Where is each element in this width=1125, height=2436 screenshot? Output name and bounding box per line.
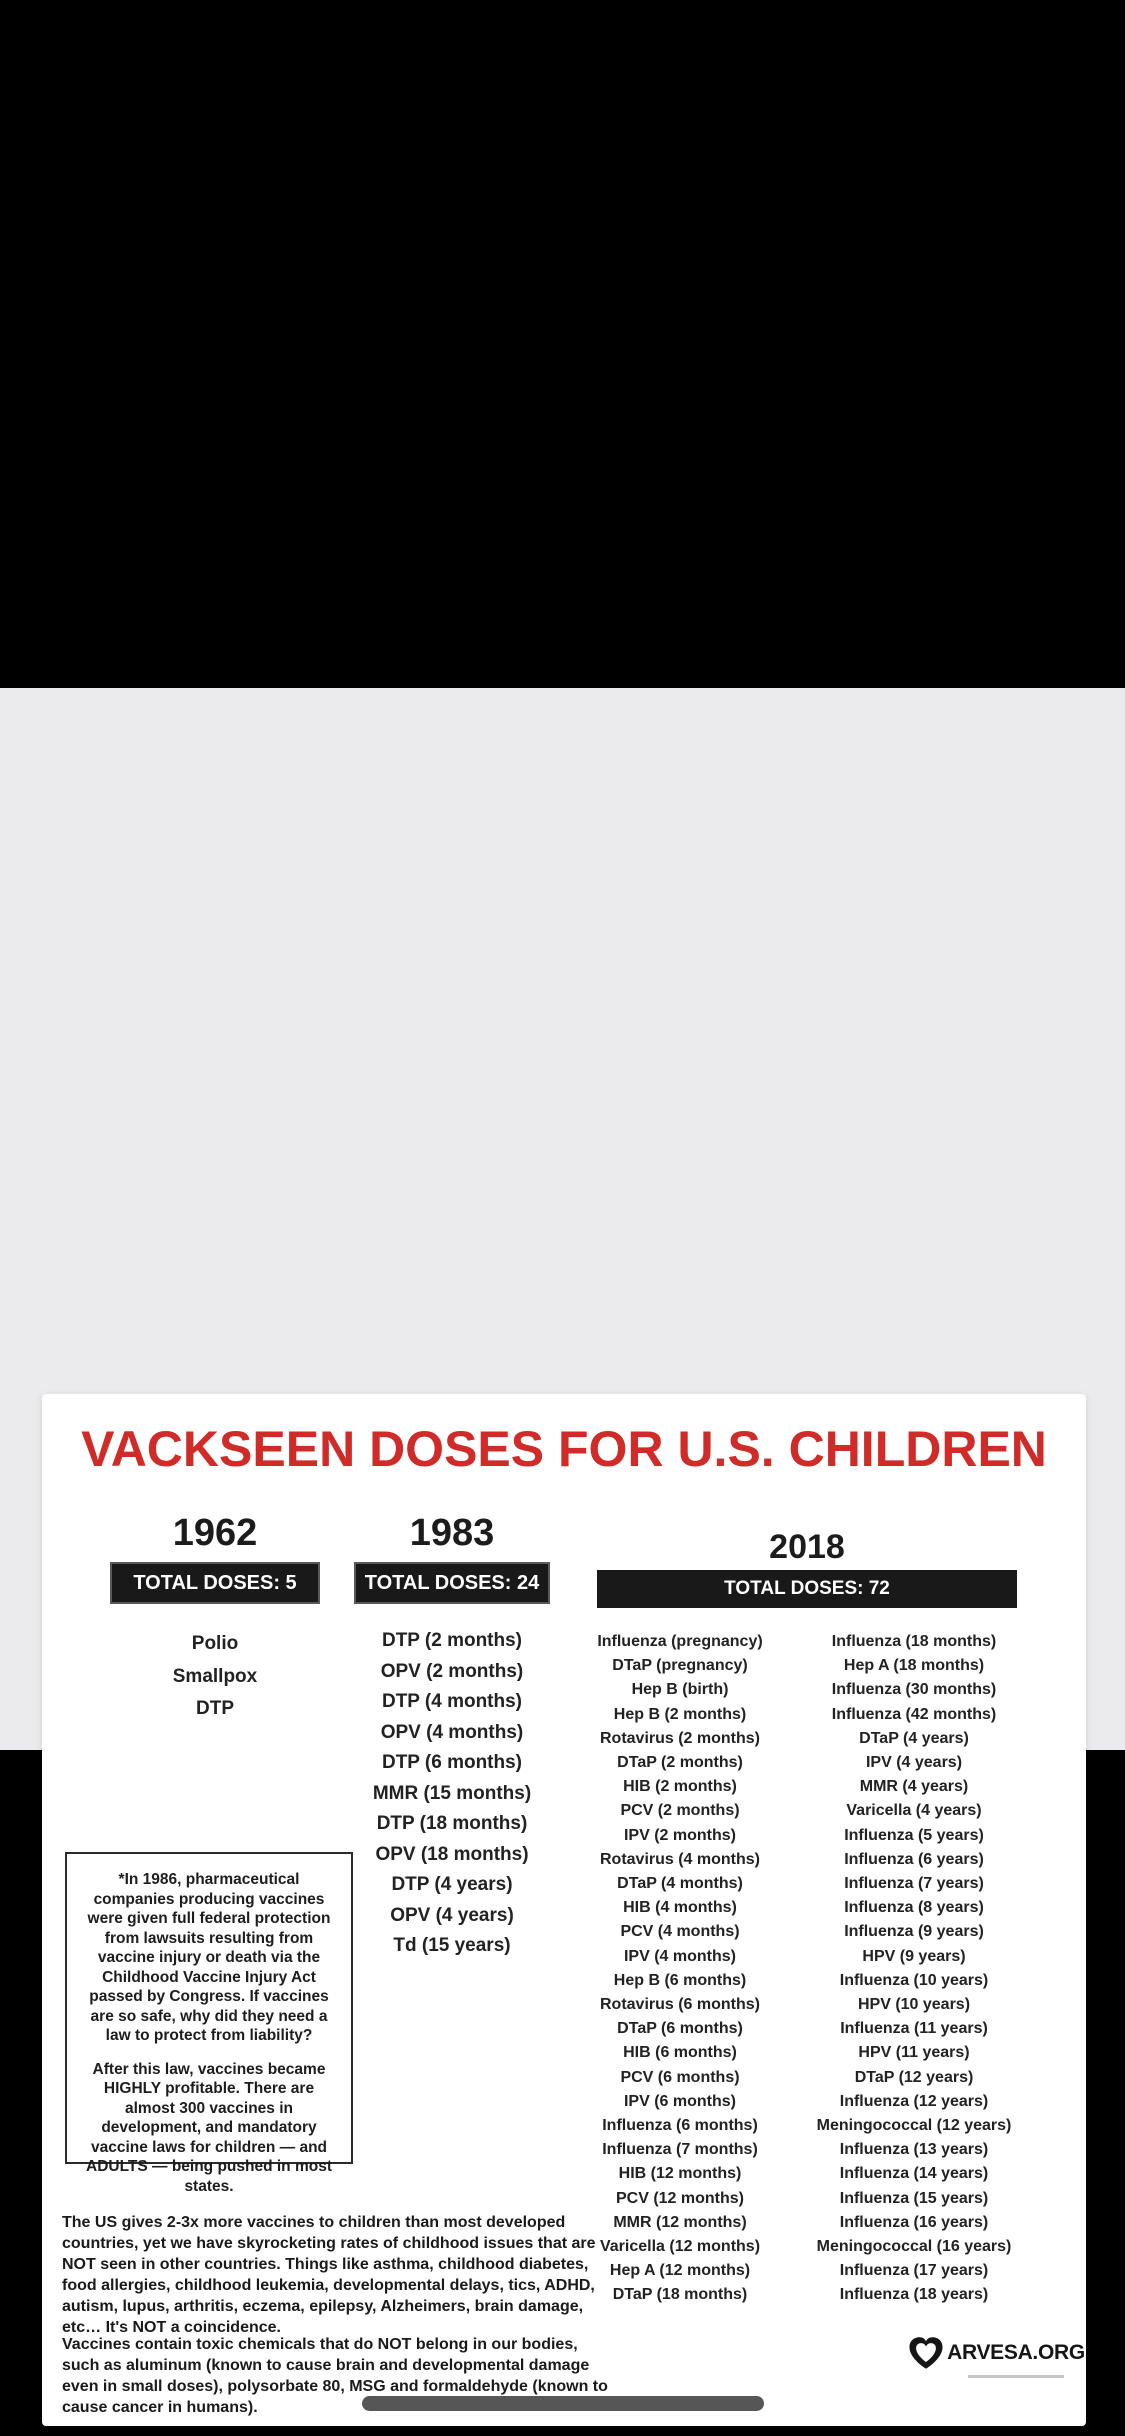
- list-item: IPV (6 months): [623, 2092, 736, 2110]
- list-item: DTP (4 months): [381, 1691, 523, 1712]
- list-item: OPV (4 years): [390, 1904, 514, 1926]
- photo-viewer-image: [0, 688, 1125, 2416]
- list-item: Influenza (18 months): [831, 1633, 997, 1650]
- infographic-card: [42, 1394, 1086, 2426]
- list-item: DTP (6 months): [381, 1752, 523, 1773]
- list-item: Hep B (birth): [631, 1681, 729, 1699]
- list-item: Influenza (pregnancy): [597, 1633, 763, 1650]
- list-item: Hep A (18 months): [843, 1657, 985, 1675]
- list-item: Influenza (18 years): [839, 2286, 989, 2304]
- heart-icon: [906, 2334, 946, 2372]
- list-item: Rotavirus (4 months): [599, 1850, 760, 1868]
- list-item: DTP: [196, 1698, 234, 1719]
- vaccine-list-2018-right: [809, 1630, 1019, 2308]
- footer-paragraph-1: The US gives 2-3x more vaccines to children than most developed countries, yet we have skyrocketing rates of childhood issues that are NOT seen in other countries. Things like asthma, childhood diabetes, food allergies, childhood leukemia, developmental delays, tics, ADHD, autism, lupus, arthritis, eczema, epilepsy, Alzheimers, brain damage, etc… It's NOT a coincidence.: [62, 2214, 596, 2336]
- list-item: HIB (4 months): [623, 1899, 737, 1917]
- list-item: OPV (4 months): [380, 1721, 524, 1743]
- total-doses-2018: TOTAL DOSES: 72: [597, 1570, 1017, 1608]
- infographic-title: VACKSEEN DOSES FOR U.S. CHILDREN: [81, 1421, 1047, 1477]
- list-item: Influenza (10 years): [839, 1971, 989, 1989]
- list-item: HPV (9 years): [862, 1947, 966, 1965]
- list-item: HIB (6 months): [623, 2044, 737, 2062]
- list-item: Influenza (7 years): [844, 1875, 984, 1893]
- list-item: OPV (2 months): [380, 1660, 524, 1682]
- liability-info-box: [65, 1852, 353, 2195]
- list-item: MMR (15 months): [372, 1782, 532, 1804]
- list-item: Influenza (11 years): [840, 2020, 988, 2038]
- list-item: DTaP (4 years): [859, 1729, 969, 1747]
- info-box-paragraph-1: *In 1986, pharmaceutical companies producing vaccines were given full federal protection from lawsuits resulting from vaccine injury or death via the Childhood Vaccine Injury Act passed by Congress. If vaccines are so safe, why did they need a law to protect from liability?: [87, 1871, 331, 2044]
- list-item: HIB (12 months): [618, 2165, 742, 2183]
- list-item: DTP (18 months): [376, 1813, 528, 1834]
- list-item: Varicella (4 years): [846, 1802, 982, 1820]
- list-item: Influenza (9 years): [844, 1923, 984, 1941]
- list-item: Rotavirus (6 months): [599, 1996, 760, 2014]
- list-item: Influenza (13 years): [839, 2141, 989, 2159]
- vaccine-list-2018-left: [575, 1630, 785, 2308]
- list-item: Hep A (12 months): [609, 2262, 751, 2280]
- list-item: IPV (4 months): [623, 1947, 736, 1965]
- list-item: Influenza (14 years): [839, 2165, 989, 2183]
- list-item: PCV (4 months): [620, 1923, 740, 1941]
- footer-paragraph-2: Vaccines contain toxic chemicals that do NOT belong in our bodies, such as aluminum (known to cause brain and developmental damage even in small doses), polysorbate 80, MSG and formaldehyde (known to cause cancer in humans).: [62, 2336, 608, 2416]
- list-item: Influenza (12 years): [839, 2092, 989, 2110]
- total-doses-1962: TOTAL DOSES: 5: [110, 1562, 320, 1604]
- list-item: Polio: [191, 1633, 239, 1654]
- list-item: DTaP (6 months): [617, 2020, 743, 2038]
- list-item: MMR (4 years): [859, 1778, 969, 1796]
- home-indicator[interactable]: [362, 2396, 764, 2411]
- list-item: Influenza (42 months): [831, 1705, 997, 1723]
- list-item: Smallpox: [172, 1665, 258, 1687]
- arvesa-logo: [898, 2334, 1093, 2378]
- list-item: Hep B (6 months): [613, 1971, 747, 1989]
- vaccine-list-1962: [110, 1628, 320, 1726]
- list-item: Influenza (15 years): [839, 2189, 989, 2207]
- list-item: Td (15 years): [393, 1935, 511, 1956]
- list-item: Influenza (6 years): [844, 1850, 984, 1868]
- list-item: Influenza (16 years): [839, 2213, 989, 2231]
- column-year-2018: 2018: [769, 1528, 845, 1566]
- list-item: DTaP (4 months): [617, 1875, 743, 1893]
- list-item: DTP (2 months): [381, 1630, 523, 1651]
- list-item: Influenza (5 years): [844, 1826, 984, 1844]
- list-item: PCV (2 months): [620, 1802, 740, 1820]
- list-item: Influenza (6 months): [602, 2117, 758, 2135]
- list-item: MMR (12 months): [613, 2213, 747, 2231]
- list-item: Meningococcal (12 years): [816, 2117, 1012, 2135]
- list-item: DTP (4 years): [391, 1874, 513, 1895]
- list-item: HPV (10 years): [857, 1996, 971, 2014]
- list-item: Influenza (17 years): [839, 2262, 989, 2280]
- total-doses-1983: TOTAL DOSES: 24: [354, 1562, 550, 1604]
- list-item: Meningococcal (16 years): [816, 2238, 1012, 2256]
- column-year-1983: 1983: [409, 1512, 495, 1554]
- column-year-1962: 1962: [172, 1512, 258, 1554]
- list-item: DTaP (12 years): [854, 2068, 974, 2086]
- list-item: HIB (2 months): [623, 1778, 737, 1796]
- list-item: IPV (4 years): [865, 1754, 963, 1772]
- list-item: Rotavirus (2 months): [599, 1729, 760, 1747]
- list-item: OPV (18 months): [375, 1843, 529, 1865]
- vaccine-list-1983: [344, 1626, 560, 1962]
- list-item: PCV (12 months): [615, 2189, 744, 2207]
- list-item: DTaP (pregnancy): [612, 1657, 748, 1675]
- list-item: PCV (6 months): [620, 2068, 740, 2086]
- list-item: Hep B (2 months): [613, 1705, 747, 1723]
- list-item: DTaP (2 months): [617, 1754, 743, 1772]
- list-item: Varicella (12 months): [599, 2238, 761, 2256]
- list-item: Influenza (30 months): [831, 1681, 997, 1699]
- logo-tagline: [968, 2375, 1064, 2378]
- list-item: HPV (11 years): [858, 2044, 970, 2062]
- info-box-paragraph-2: After this law, vaccines became HIGHLY profitable. There are almost 300 vaccines in development, and mandatory vaccine laws for children — and ADULTS — being pushed in most states.: [86, 2060, 332, 2195]
- logo-text: ARVESA.ORG: [947, 2341, 1085, 2364]
- list-item: IPV (2 months): [623, 1826, 736, 1844]
- list-item: Influenza (7 months): [602, 2141, 758, 2159]
- list-item: DTaP (18 months): [612, 2286, 748, 2304]
- list-item: Influenza (8 years): [844, 1899, 984, 1917]
